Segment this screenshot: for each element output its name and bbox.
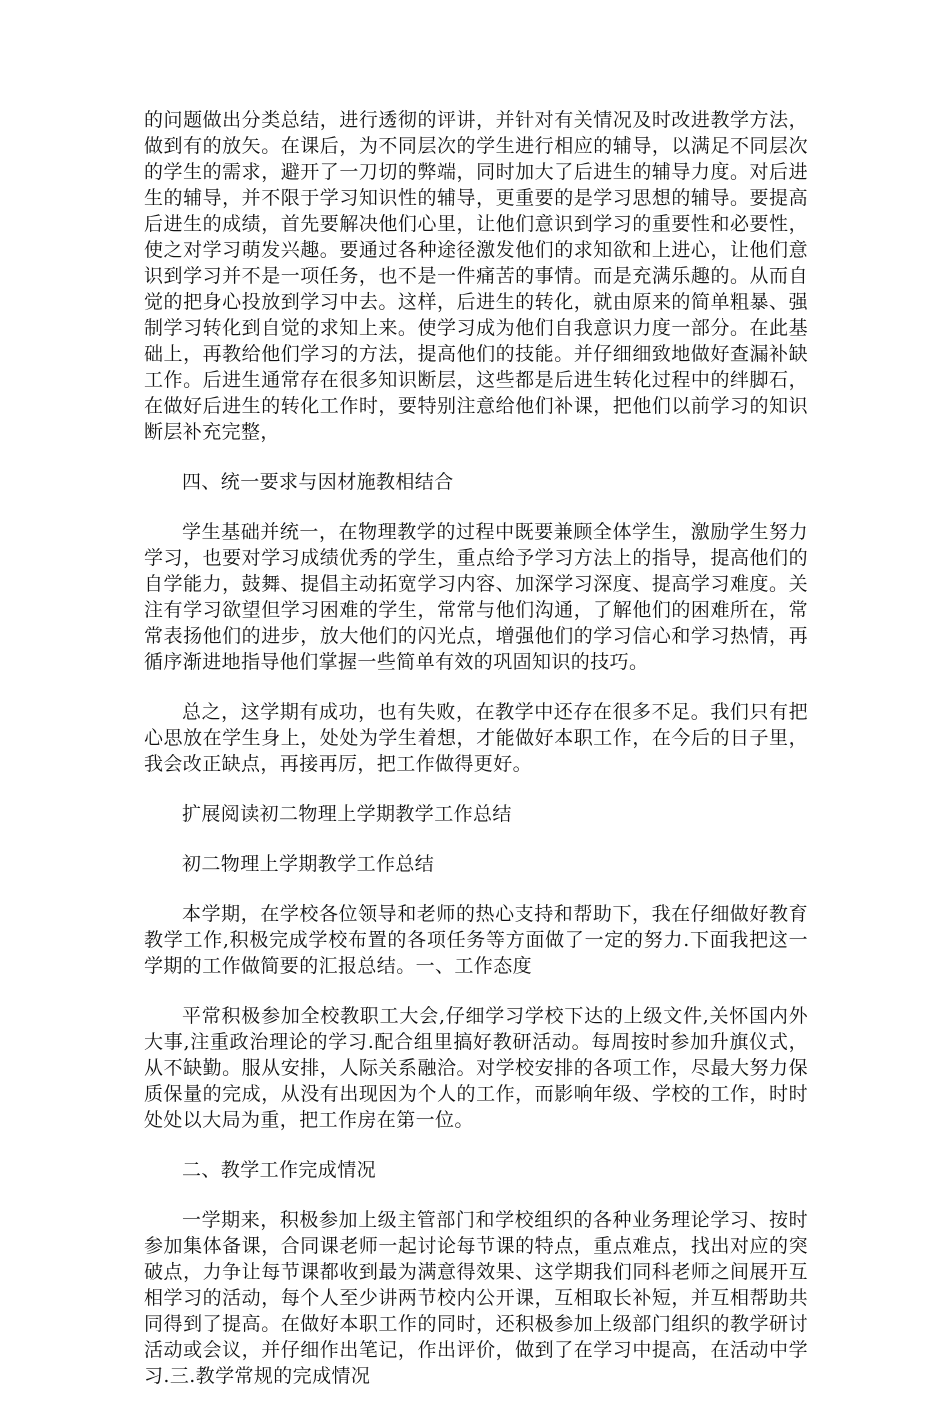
paragraph: 本学期，在学校各位领导和老师的热心支持和帮助下，我在仔细做好教育教学工作,积极完成学校布置的各项任务等方面做了一定的努力.下面我把这一学期的工作做简要的汇报总结。一、工作态度 xyxy=(144,903,808,977)
paragraph-continued: 的问题做出分类总结，进行透彻的评讲，并针对有关情况及时改进教学方法，做到有的放矢。在课后，为不同层次的学生进行相应的辅导，以满足不同层次的学生的需求，避开了一刀切的弊端，同时加大了后进生的辅导力度。对后进生的辅导，并不限于学习知识性的辅导，更重要的是学习思想的辅导。要提高后进生的成绩，首先要解决他们心里，让他们意识到学习的重要性和必要性，使之对学习萌发兴趣。要通过各种途径激发他们的求知欲和上进心，让他们意识到学习并不是一项任务，也不是一件痛苦的事情。而是充满乐趣的。从而自觉的把身心投放到学习中去。这样，后进生的转化，就由原来的简单粗暴、强制学习转化到自觉的求知上来。使学习成为他们自我意识力度一部分。在此基础上，再教给他们学习的方法，提高他们的技能。并仔细细致地做好查漏补缺工作。后进生通常存在很多知识断层，这些都是后进生转化过程中的绊脚石，在做好后进生的转化工作时，要特别注意给他们补课，把他们以前学习的知识断层补充完整， xyxy=(144,109,808,443)
paragraph: 学生基础并统一，在物理教学的过程中既要兼顾全体学生，激励学生努力学习，也要对学习成绩优秀的学生，重点给予学习方法上的指导，提高他们的自学能力，鼓舞、提倡主动拓宽学习内容、加深学习深度、提高学习难度。关注有学习欲望但学习困难的学生，常常与他们沟通，了解他们的困难所在，常常表扬他们的进步，放大他们的闪光点，增强他们的学习信心和学习热情，再循序渐进地指导他们掌握一些简单有效的巩固知识的技巧。 xyxy=(144,521,808,673)
paragraph: 平常积极参加全校教职工大会,仔细学习学校下达的上级文件,关怀国内外大事,注重政治理论的学习.配合组里搞好教研活动。每周按时参加升旗仪式，从不缺勤。服从安排，人际关系融洽。对学校安排的各项工作，尽最大努力保质保量的完成，从没有出现因为个人的工作，而影响年级、学校的工作，时时处处以大局为重，把工作房在第一位。 xyxy=(144,1005,808,1131)
document-title: 初二物理上学期教学工作总结 xyxy=(182,853,435,875)
extended-reading-heading: 扩展阅读初二物理上学期教学工作总结 xyxy=(182,803,512,825)
document-body xyxy=(144,107,808,1413)
paragraph: 一学期来，积极参加上级主管部门和学校组织的各种业务理论学习、按时参加集体备课，合同课老师一起讨论每节课的特点，重点难点，找出对应的突破点，力争让每节课都收到最为满意得效果、这学期我们同科老师之间展开互相学习的活动，每个人至少讲两节校内公开课，互相取长补短，并互相帮助共同得到了提高。在做好本职工作的同时，还积极参加上级部门组织的教学研讨活动或会议，并仔细作出笔记，作出评价，做到了在学习中提高，在活动中学习.三.教学常规的完成情况 xyxy=(144,1209,808,1387)
paragraph: 总之，这学期有成功，也有失败，在教学中还存在很多不足。我们只有把心思放在学生身上，处处为学生着想，才能做好本职工作，在今后的日子里，我会改正缺点，再接再厉，把工作做得更好。 xyxy=(144,701,808,775)
section-heading-4: 四、统一要求与因材施教相结合 xyxy=(182,471,454,493)
section-heading-2: 二、教学工作完成情况 xyxy=(182,1159,377,1181)
